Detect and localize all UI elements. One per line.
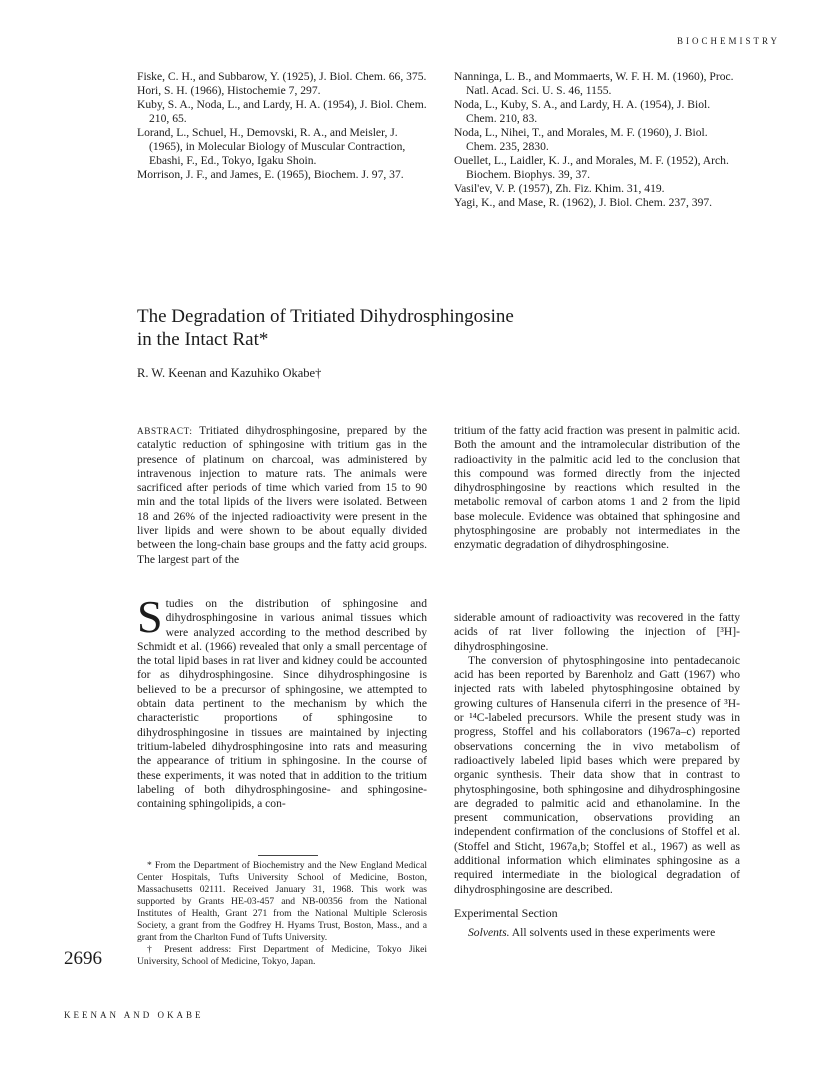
reference-item: Hori, S. H. (1966), Histochemie 7, 297. — [137, 84, 321, 97]
footnote-rule — [258, 855, 318, 856]
footnote: † Present address: First Department of Medicine, Tokyo Jikei University, School of Medicine, Tokyo, Japan. — [137, 944, 427, 967]
article-title-line: The Degradation of Tritiated Dihydrosphingosine — [137, 306, 514, 327]
references-left — [137, 70, 427, 182]
article-authors: R. W. Keenan and Kazuhiko Okabe† — [137, 366, 322, 380]
reference-item: Morrison, J. F., and James, E. (1965), Biochem. J. 97, 37. — [137, 168, 404, 181]
body-paragraph: All solvents used in these experiments were — [509, 926, 716, 940]
reference-item: Lorand, L., Schuel, H., Demovski, R. A., and Meisler, J. (1965), in Molecular Biology of Muscular Contraction, Ebashi, F., Ed., Tokyo, Igaku Shoin. — [137, 126, 406, 167]
body-left — [137, 591, 427, 811]
abstract-text: Tritiated dihydrosphingosine, prepared by the catalytic reduction of sphingosine with tritium gas in the presence of platinum on charcoal, was administered by intravenous injection to mature rats. The animals were sacrificed after periods of time which varied from 15 to 90 min and the total lipids of the livers were isolated. Between 18 and 26% of the injected radioactivity were present in the liver lipids and were shown to be about equally divided between the long-chain base groups and the fatty acid groups. The largest part of the — [137, 424, 427, 566]
abstract-right: tritium of the fatty acid fraction was present in palmitic acid. Both the amount and the intramolecular distribution of the radioactivity in the palmitic acid led to the conclusion that this compound was formed directly from the injected dihydrosphingosine by reactions which resulted in the metabolic removal of carbon atoms 1 and 2 from the lipid base molecule. Evidence was obtained that sphingosine and phytosphingosine are probably not intermediates in the enzymatic degradation of dihydrosphingosine. — [454, 424, 740, 552]
references-right — [454, 70, 740, 210]
reference-item: Kuby, S. A., Noda, L., and Lardy, H. A. (1954), J. Biol. Chem. 210, 65. — [137, 98, 427, 125]
paragraph-lead: Solvents. — [468, 926, 510, 940]
drop-cap: S — [137, 591, 163, 642]
abstract-label: ABSTRACT: — [137, 426, 193, 436]
body-paragraph: The conversion of phytosphingosine into pentadecanoic acid has been reported by Barenholz and Gatt (1967) who injected rats with labeled phytosphingosine obtained by growing cultures of Hansenula ciferri in the presence of ³H- or ¹⁴C-labeled precursors. While the present study was in progress, Stoffel and his collaborators (1967a–c) reported observations concerning the in vivo metabolism of radioactively labeled lipid bases which were prepared by organic synthesis. Their data show that in contrast to phytosphingosine, both sphingosine and dihydrosphingosine are degraded to palmitic acid and ethanolamine. In the present communication, observations providing an independent confirmation of the conclusions of Stoffel et al. (Stoffel and Sticht, 1967a,b; Stoffel et al., 1967) as well as additional information which eliminates sphingosine as a required intermediate in the biological degradation of dihydrosphingosine are described. — [454, 653, 740, 896]
footnote: * From the Department of Biochemistry and the New England Medical Center Hospitals, Tufts University School of Medicine, Boston, Massachusetts 02111. Received January 31, 1968. This work was supported by Grants HE-03-457 and NB-00356 from the National Institutes of Health, Grant 271 from the National Multiple Sclerosis Society, a grant from the Godfrey H. Hyams Trust, Boston, Mass., and a grant from the Charlton Fund of Tufts University. — [137, 860, 427, 943]
reference-item: Ouellet, L., Laidler, K. J., and Morales, M. F. (1952), Arch. Biochem. Biophys. 39, 37. — [454, 154, 729, 181]
reference-item: Vasil'ev, V. P. (1957), Zh. Fiz. Khim. 31, 419. — [454, 182, 665, 195]
footnotes — [137, 860, 427, 968]
reference-item: Noda, L., Kuby, S. A., and Lardy, H. A. (1954), J. Biol. Chem. 210, 83. — [454, 98, 711, 125]
abstract-left — [137, 424, 427, 567]
body-paragraph: siderable amount of radioactivity was recovered in the fatty acids of rat liver following the injection of [³H]-dihydrosphingosine. — [454, 611, 740, 653]
running-header: BIOCHEMISTRY — [676, 36, 780, 46]
reference-item: Nanninga, L. B., and Mommaerts, W. F. H. M. (1960), Proc. Natl. Acad. Sci. U. S. 46, 1155. — [454, 70, 734, 97]
section-heading: Experimental Section — [454, 905, 558, 920]
reference-item: Noda, L., Nihei, T., and Morales, M. F. (1960), J. Biol. Chem. 235, 2830. — [454, 126, 708, 153]
running-footer: KEENAN AND OKABE — [64, 1010, 204, 1020]
page-number: 2696 — [64, 948, 102, 969]
reference-item: Fiske, C. H., and Subbarow, Y. (1925), J. Biol. Chem. 66, 375. — [137, 70, 427, 83]
article-title-line: in the Intact Rat* — [137, 329, 269, 350]
body-right — [454, 611, 740, 941]
article-title — [137, 305, 737, 351]
body-paragraph: tudies on the distribution of sphingosine and dihydrosphingosine in various animal tissues which were analyzed according to the method described by Schmidt et al. (1966) revealed that only a small percentage of the total lipid bases in rat liver and kidney could be accounted for as dihydrosphingosine. Since dihydrosphingosine is believed to be a precursor of sphingosine, we attempted to obtain data pertinent to the mechanism by which the characteristic proportions of sphingosine to dihydrosphingosine in tissues are maintained by injecting tritium-labeled dihydrosphingosine into rats and measuring the appearance of tritium in sphingosine. In the course of these experiments, it was noted that in addition to the tritium labeling of both dihydrosphingosine- and sphingosine-containing sphingolipids, a con- — [137, 597, 427, 811]
reference-item: Yagi, K., and Mase, R. (1962), J. Biol. Chem. 237, 397. — [454, 196, 713, 209]
